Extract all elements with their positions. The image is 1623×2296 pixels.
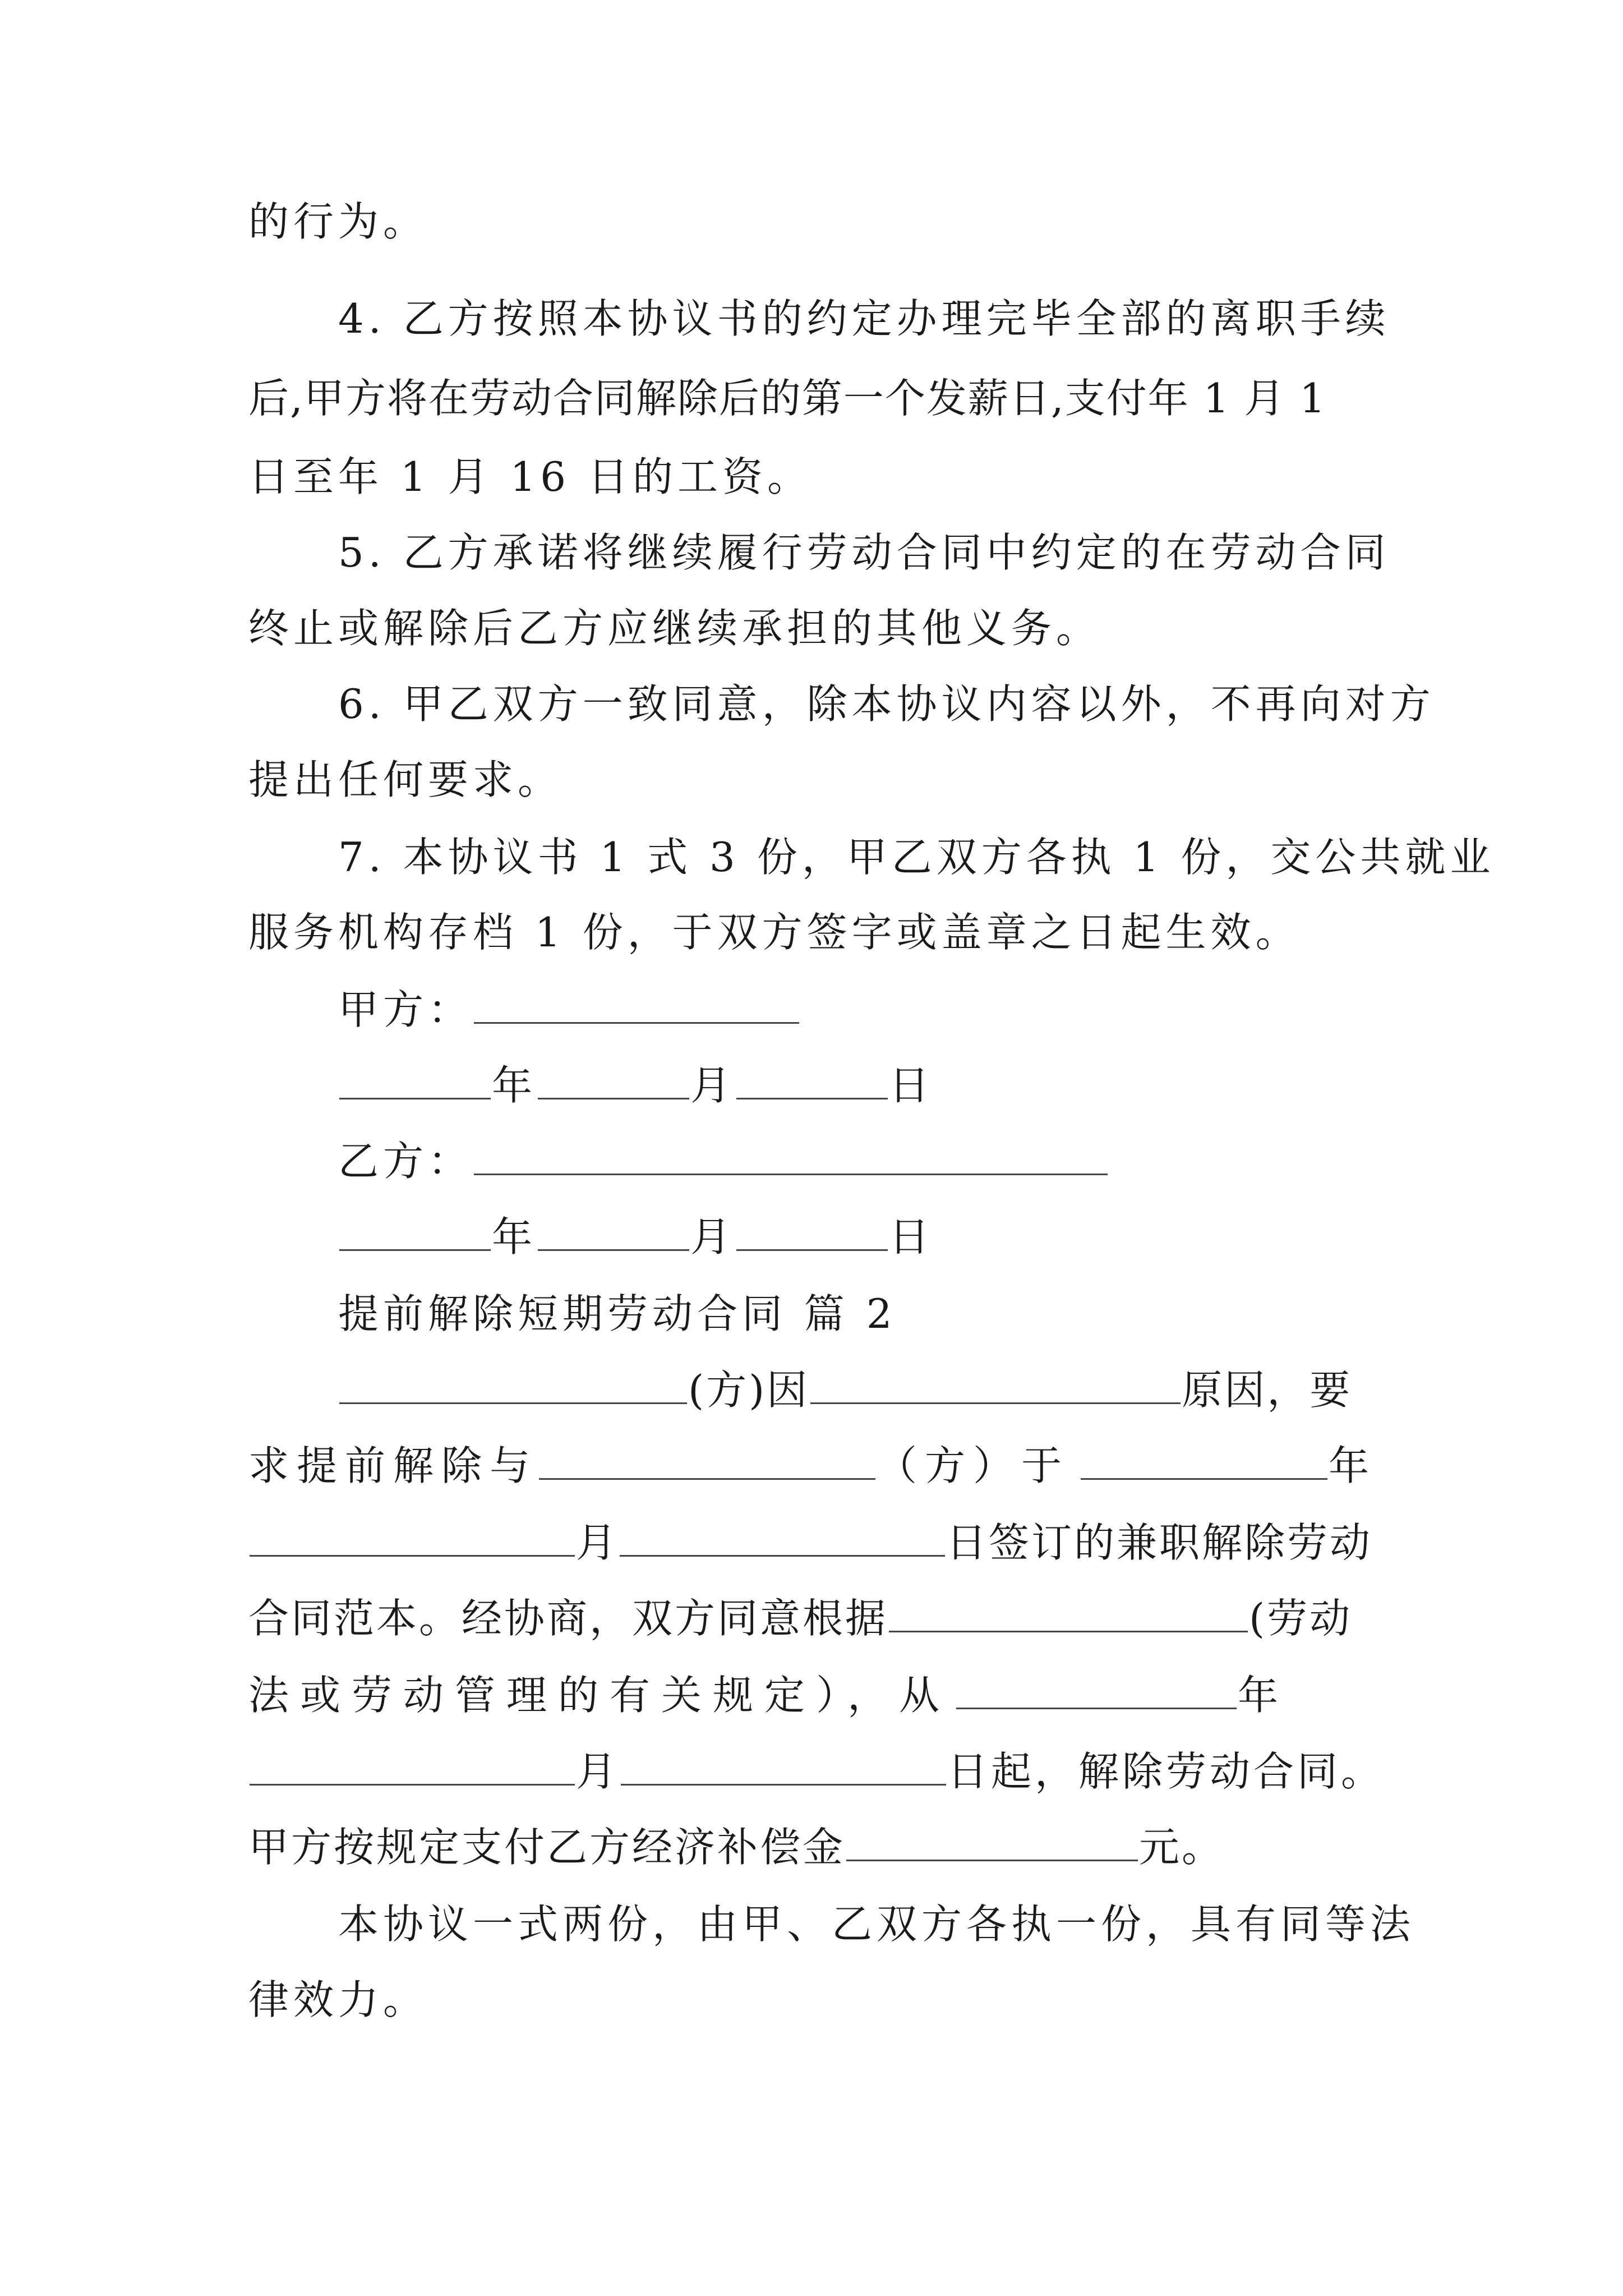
p2-line-3 <box>248 1515 1372 1571</box>
blank <box>621 1748 946 1786</box>
blank <box>889 1595 1248 1632</box>
blank <box>620 1519 945 1557</box>
text: 法或劳动管理的有关规定），从 <box>248 1672 951 1719</box>
party-b-blank <box>474 1138 1108 1175</box>
p2-line-2 <box>248 1438 1377 1494</box>
section-title: 提前解除短期劳动合同 篇 2 <box>338 1290 897 1337</box>
year-blank <box>339 1062 491 1099</box>
month-blank <box>538 1213 689 1251</box>
month-label: 月 <box>690 1062 736 1109</box>
blank <box>1081 1442 1327 1480</box>
year-label: 年 <box>492 1062 537 1109</box>
month-label: 月 <box>690 1213 736 1260</box>
p2-line-1 <box>338 1362 1376 1418</box>
year-blank <box>339 1213 491 1251</box>
blank <box>539 1442 875 1480</box>
blank <box>250 1748 575 1786</box>
blank <box>250 1519 575 1557</box>
text-line: 终止或解除后乙方应继续承担的其他义务。 <box>248 605 1101 652</box>
text: (方)因 <box>688 1366 810 1414</box>
p2-line-4 <box>248 1590 1352 1646</box>
party-b-signature <box>338 1133 1109 1189</box>
text-line: 服务机构存档 1 份，于双方签字或盖章之日起生效。 <box>248 909 1301 956</box>
p2-line-7 <box>248 1819 1224 1875</box>
text: 原因，要 <box>1182 1366 1353 1414</box>
day-blank <box>736 1213 888 1251</box>
day-blank <box>736 1062 888 1099</box>
text: 年 <box>1329 1442 1377 1489</box>
clause-7-line: 7. 本协议书 1 式 3 份，甲乙双方各执 1 份，交公共就业 <box>338 834 1495 881</box>
blank <box>846 1824 1138 1861</box>
p2-line-6 <box>248 1743 1385 1800</box>
clause-5-line: 5. 乙方承诺将继续履行劳动合同中约定的在劳动合同 <box>338 529 1390 576</box>
text: 甲方按规定支付乙方经济补偿金 <box>248 1824 846 1871</box>
text: 月 <box>576 1748 620 1795</box>
day-label: 日 <box>889 1062 934 1109</box>
text: 月 <box>576 1519 619 1566</box>
party-b-label: 乙方： <box>338 1138 473 1185</box>
blank <box>810 1366 1181 1404</box>
text-line: 后,甲方将在劳动合同解除后的第一个发薪日,支付年 1 月 1 <box>248 375 1327 422</box>
text-line: 提出任何要求。 <box>248 756 563 803</box>
blank <box>339 1366 687 1404</box>
date-line-a <box>338 1057 934 1114</box>
date-line-b <box>338 1209 934 1265</box>
text: 年 <box>1238 1672 1290 1719</box>
day-label: 日 <box>889 1213 934 1260</box>
party-a-label: 甲方： <box>338 986 473 1033</box>
month-blank <box>538 1062 689 1099</box>
clause-4-line: 4. 乙方按照本协议书的约定办理完毕全部的离职手续 <box>338 295 1390 342</box>
text-line: 的行为。 <box>248 198 428 245</box>
clause-6-line: 6. 甲乙双方一致同意，除本协议内容以外，不再向对方 <box>338 680 1435 728</box>
closing-line: 本协议一式两份，由甲、乙双方各执一份，具有同等法 <box>338 1901 1415 1948</box>
text: 日签订的兼职解除劳动 <box>946 1519 1373 1566</box>
text: 日起，解除劳动合同。 <box>947 1748 1385 1795</box>
blank <box>956 1672 1237 1709</box>
party-a-blank <box>474 986 799 1024</box>
text: 合同范本。经协商，双方同意根据 <box>248 1595 888 1642</box>
text-line: 日至年 1 月 16 日的工资。 <box>248 453 812 500</box>
year-label: 年 <box>492 1213 537 1260</box>
party-a-signature <box>338 982 800 1038</box>
text: （方）于 <box>877 1442 1070 1489</box>
closing-line: 律效力。 <box>248 1976 428 2023</box>
p2-line-5 <box>248 1667 1289 1723</box>
text: (劳动 <box>1249 1595 1353 1642</box>
text: 元。 <box>1139 1824 1225 1871</box>
text: 求提前解除与 <box>248 1442 538 1489</box>
